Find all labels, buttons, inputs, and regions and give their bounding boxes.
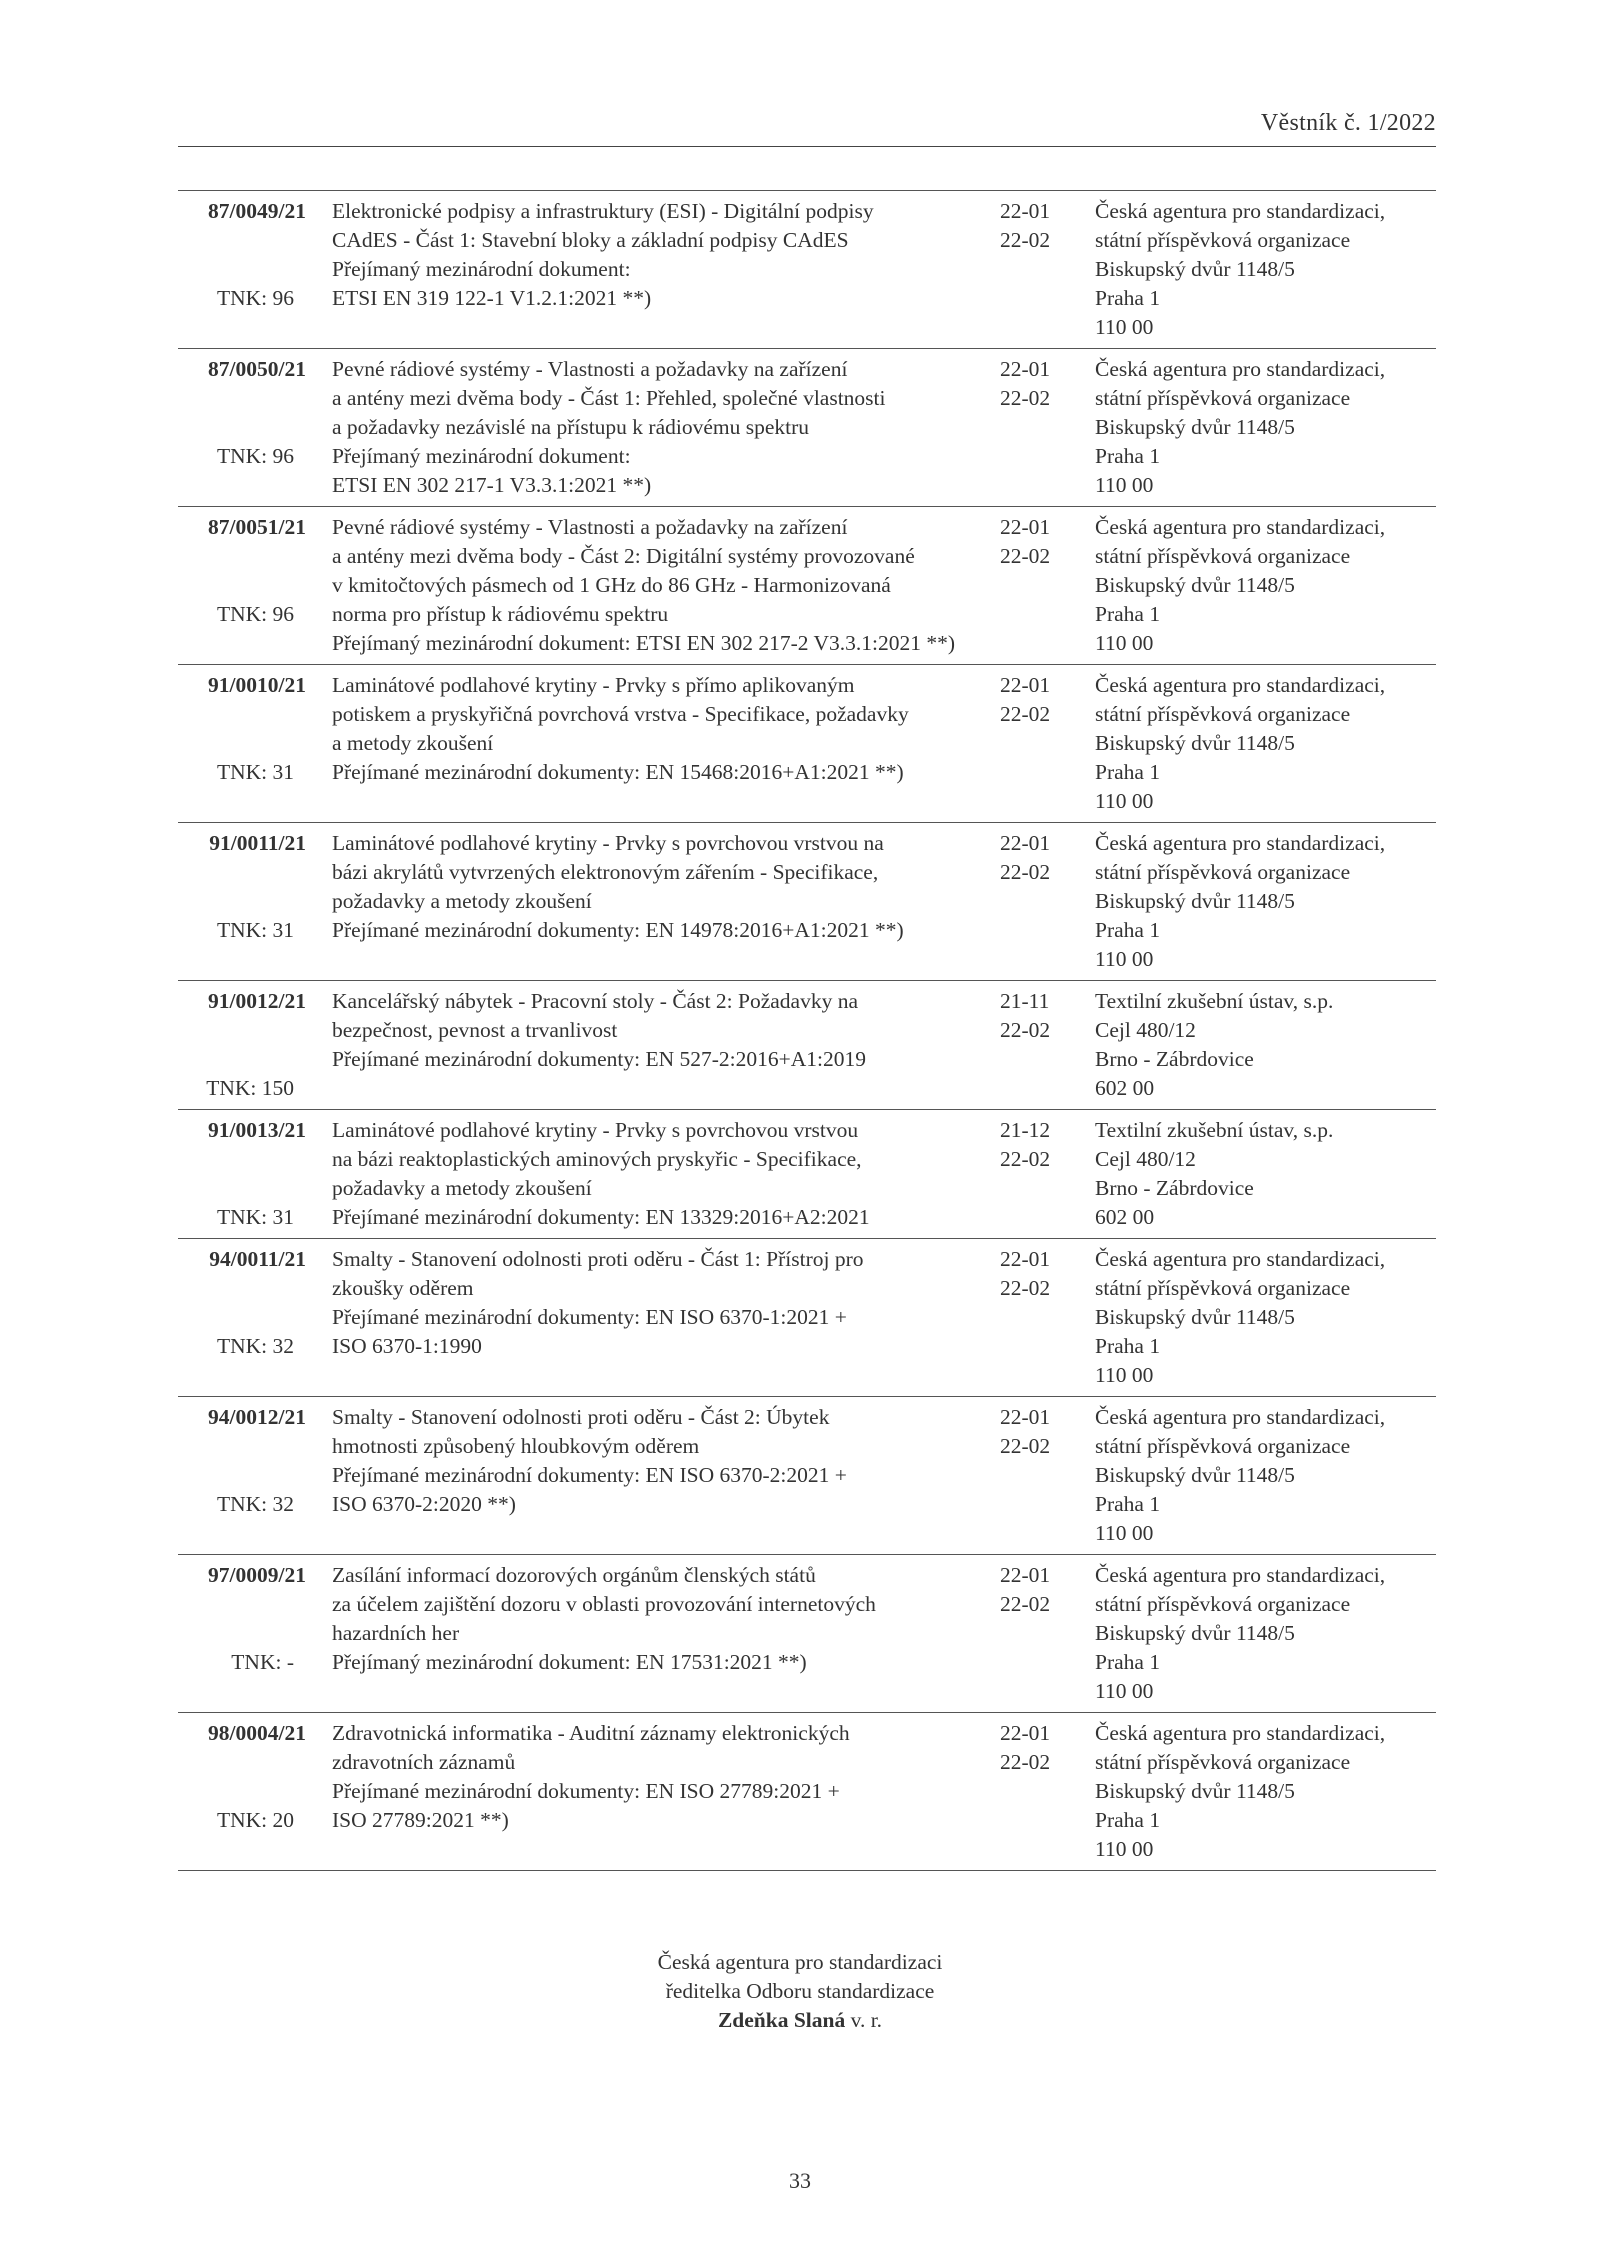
tnk-label: TNK: 96 — [216, 602, 294, 626]
table-row — [178, 191, 1436, 349]
standard-dates — [1000, 1561, 1070, 1619]
standard-dates — [1000, 1403, 1070, 1461]
signature-name: Zdeňka Slaná — [717, 2008, 846, 2032]
organization-line: 110 00 — [1095, 473, 1154, 497]
standard-dates — [1000, 671, 1070, 729]
description-line: v kmitočtových pásmech od 1 GHz do 86 GHz - Harmonizovaná — [332, 573, 891, 597]
organization-line: Praha 1 — [1095, 286, 1161, 310]
date-entry: 22-02 — [1000, 1276, 1051, 1300]
description-line: požadavky a metody zkoušení — [332, 889, 592, 913]
date-entry: 22-02 — [1000, 1018, 1051, 1042]
organization-line: Biskupský dvůr 1148/5 — [1095, 1779, 1295, 1803]
standard-code: 87/0050/21 — [208, 357, 306, 381]
organization-line: Česká agentura pro standardizaci, — [1095, 1721, 1386, 1745]
signature-suffix: v. r. — [845, 2008, 883, 2032]
organization-line: Praha 1 — [1095, 1808, 1161, 1832]
standard-dates — [1000, 355, 1070, 413]
table-row — [178, 823, 1436, 981]
standard-code: 87/0049/21 — [208, 199, 306, 223]
description-line: ISO 6370-2:2020 **) — [332, 1492, 516, 1516]
organization-line: Praha 1 — [1095, 918, 1161, 942]
date-entry: 21-12 — [1000, 1118, 1051, 1142]
date-entry: 22-01 — [1000, 357, 1051, 381]
description-line: Pevné rádiové systémy - Vlastnosti a požadavky na zařízení — [332, 357, 848, 381]
organization-line: Cejl 480/12 — [1095, 1018, 1196, 1042]
table-row — [178, 349, 1436, 507]
description-line: potiskem a pryskyřičná povrchová vrstva - Specifikace, požadavky — [332, 702, 909, 726]
tnk-label: TNK: 96 — [216, 444, 294, 468]
description-line: Zasílání informací dozorových orgánům členských států — [332, 1563, 816, 1587]
description-line: Přejímaný mezinárodní dokument: EN 17531:2021 **) — [332, 1650, 807, 1674]
organization-line: státní příspěvková organizace — [1095, 702, 1351, 726]
organization-line: 110 00 — [1095, 1837, 1154, 1861]
processing-organization — [1095, 355, 1435, 500]
date-entry: 22-01 — [1000, 831, 1051, 855]
description-line: Přejímaný mezinárodní dokument: ETSI EN 302 217-2 V3.3.1:2021 **) — [332, 631, 956, 655]
processing-organization — [1095, 671, 1435, 816]
processing-organization — [1095, 513, 1435, 658]
organization-line: Biskupský dvůr 1148/5 — [1095, 1463, 1295, 1487]
standard-dates — [1000, 513, 1070, 571]
description-line: Laminátové podlahové krytiny - Prvky s přímo aplikovaným — [332, 673, 855, 697]
description-line: Zdravotnická informatika - Auditní záznamy elektronických — [332, 1721, 850, 1745]
description-line: Smalty - Stanovení odolnosti proti oděru - Část 2: Úbytek — [332, 1405, 830, 1429]
description-line: Elektronické podpisy a infrastruktury (ESI) - Digitální podpisy — [332, 199, 874, 223]
processing-organization — [1095, 829, 1435, 974]
standards-table — [178, 190, 1436, 1871]
standard-code: 91/0012/21 — [208, 989, 306, 1013]
date-entry: 22-02 — [1000, 702, 1051, 726]
organization-line: Česká agentura pro standardizaci, — [1095, 673, 1386, 697]
table-row — [178, 981, 1436, 1110]
description-line: norma pro přístup k rádiovému spektru — [332, 602, 669, 626]
standard-dates — [1000, 1719, 1070, 1777]
organization-line: Biskupský dvůr 1148/5 — [1095, 889, 1295, 913]
organization-line: státní příspěvková organizace — [1095, 228, 1351, 252]
description-line: za účelem zajištění dozoru v oblasti provozování internetových — [332, 1592, 876, 1616]
description-line: Laminátové podlahové krytiny - Prvky s povrchovou vrstvou — [332, 1118, 859, 1142]
standard-code: 91/0013/21 — [208, 1118, 306, 1142]
signature-name-line — [0, 2006, 1600, 2035]
date-entry: 22-01 — [1000, 199, 1051, 223]
tnk-label: TNK: 150 — [206, 1076, 294, 1100]
description-line: Přejímané mezinárodní dokumenty: EN ISO 6370-2:2021 + — [332, 1463, 847, 1487]
organization-line: státní příspěvková organizace — [1095, 860, 1351, 884]
tnk-label: TNK: 20 — [216, 1808, 294, 1832]
description-line: a metody zkoušení — [332, 731, 494, 755]
date-entry: 22-02 — [1000, 860, 1051, 884]
organization-line: Česká agentura pro standardizaci, — [1095, 1563, 1386, 1587]
tnk-label: TNK: 32 — [216, 1492, 294, 1516]
signature-block — [0, 1948, 1600, 2035]
description-line: Přejímané mezinárodní dokumenty: EN 15468:2016+A1:2021 **) — [332, 760, 904, 784]
organization-line: státní příspěvková organizace — [1095, 386, 1351, 410]
organization-line: státní příspěvková organizace — [1095, 1434, 1351, 1458]
standard-dates — [1000, 829, 1070, 887]
standard-description — [332, 1403, 992, 1519]
organization-line: 110 00 — [1095, 947, 1154, 971]
date-entry: 22-02 — [1000, 1147, 1051, 1171]
date-entry: 22-01 — [1000, 1405, 1051, 1429]
processing-organization — [1095, 1116, 1435, 1232]
tnk-label: TNK: 31 — [216, 1205, 294, 1229]
description-line: hmotnosti způsobený hloubkovým oděrem — [332, 1434, 700, 1458]
description-line: zkoušky oděrem — [332, 1276, 474, 1300]
organization-line: 110 00 — [1095, 631, 1154, 655]
standard-description — [332, 1116, 992, 1232]
standard-code: 97/0009/21 — [208, 1563, 306, 1587]
date-entry: 22-01 — [1000, 1247, 1051, 1271]
date-entry: 22-01 — [1000, 673, 1051, 697]
page-number: 33 — [789, 2168, 811, 2193]
date-entry: 22-02 — [1000, 1434, 1051, 1458]
organization-line: Praha 1 — [1095, 760, 1161, 784]
organization-line: Česká agentura pro standardizaci, — [1095, 515, 1386, 539]
organization-line: Biskupský dvůr 1148/5 — [1095, 1621, 1295, 1645]
description-line: Přejímané mezinárodní dokumenty: EN 14978:2016+A1:2021 **) — [332, 918, 904, 942]
processing-organization — [1095, 1403, 1435, 1548]
organization-line: Česká agentura pro standardizaci, — [1095, 1405, 1386, 1429]
standard-description — [332, 1245, 992, 1361]
description-line: Smalty - Stanovení odolnosti proti oděru - Část 1: Přístroj pro — [332, 1247, 864, 1271]
table-row — [178, 1713, 1436, 1871]
description-line: ISO 27789:2021 **) — [332, 1808, 509, 1832]
standard-code: 91/0011/21 — [209, 831, 306, 855]
description-line: Pevné rádiové systémy - Vlastnosti a požadavky na zařízení — [332, 515, 848, 539]
date-entry: 22-01 — [1000, 515, 1051, 539]
table-row — [178, 507, 1436, 665]
signature-position: ředitelka Odboru standardizace — [665, 1979, 935, 2003]
description-line: bezpečnost, pevnost a trvanlivost — [332, 1018, 618, 1042]
organization-line: Česká agentura pro standardizaci, — [1095, 199, 1386, 223]
organization-line: státní příspěvková organizace — [1095, 1592, 1351, 1616]
description-line: a antény mezi dvěma body - Část 2: Digitální systémy provozované — [332, 544, 915, 568]
description-line: Přejímané mezinárodní dokumenty: EN ISO 6370-1:2021 + — [332, 1305, 847, 1329]
organization-line: Cejl 480/12 — [1095, 1147, 1196, 1171]
tnk-label: TNK: 32 — [216, 1334, 294, 1358]
description-line: ETSI EN 302 217-1 V3.3.1:2021 **) — [332, 473, 652, 497]
page-header — [178, 110, 1436, 147]
description-line: zdravotních záznamů — [332, 1750, 516, 1774]
date-entry: 22-02 — [1000, 228, 1051, 252]
description-line: Přejímané mezinárodní dokumenty: EN 13329:2016+A2:2021 — [332, 1205, 870, 1229]
standard-code: 94/0012/21 — [208, 1405, 306, 1429]
description-line: požadavky a metody zkoušení — [332, 1176, 592, 1200]
tnk-label: TNK: 31 — [216, 918, 294, 942]
description-line: na bázi reaktoplastických aminových pryskyřic - Specifikace, — [332, 1147, 862, 1171]
standard-code: 87/0051/21 — [208, 515, 306, 539]
date-entry: 22-01 — [1000, 1721, 1051, 1745]
organization-line: Praha 1 — [1095, 1492, 1161, 1516]
organization-line: 602 00 — [1095, 1205, 1155, 1229]
standard-description — [332, 671, 992, 787]
organization-line: 602 00 — [1095, 1076, 1155, 1100]
table-row — [178, 1239, 1436, 1397]
standard-description — [332, 1719, 992, 1835]
bulletin-title: Věstník č. 1/2022 — [1260, 110, 1436, 136]
organization-line: Brno - Zábrdovice — [1095, 1047, 1254, 1071]
organization-line: 110 00 — [1095, 315, 1154, 339]
standard-description — [332, 987, 992, 1074]
standard-dates — [1000, 1245, 1070, 1303]
description-line: Kancelářský nábytek - Pracovní stoly - Část 2: Požadavky na — [332, 989, 859, 1013]
standard-code: 98/0004/21 — [208, 1721, 306, 1745]
organization-line: státní příspěvková organizace — [1095, 1750, 1351, 1774]
organization-line: 110 00 — [1095, 1679, 1154, 1703]
organization-line: 110 00 — [1095, 789, 1154, 813]
description-line: CAdES - Část 1: Stavební bloky a základní podpisy CAdES — [332, 228, 849, 252]
date-entry: 22-02 — [1000, 1750, 1051, 1774]
standard-description — [332, 197, 992, 313]
standard-dates — [1000, 197, 1070, 255]
organization-line: Biskupský dvůr 1148/5 — [1095, 257, 1295, 281]
standard-description — [332, 513, 992, 658]
organization-line: Biskupský dvůr 1148/5 — [1095, 1305, 1295, 1329]
processing-organization — [1095, 1245, 1435, 1390]
organization-line: Česká agentura pro standardizaci, — [1095, 1247, 1386, 1271]
standard-description — [332, 1561, 992, 1677]
standard-description — [332, 355, 992, 500]
date-entry: 22-01 — [1000, 1563, 1051, 1587]
tnk-label: TNK: 96 — [216, 286, 294, 310]
description-line: a požadavky nezávislé na přístupu k rádiovému spektru — [332, 415, 810, 439]
date-entry: 21-11 — [1000, 989, 1050, 1013]
processing-organization — [1095, 987, 1435, 1103]
description-line: Laminátové podlahové krytiny - Prvky s povrchovou vrstvou na — [332, 831, 884, 855]
organization-line: Textilní zkušební ústav, s.p. — [1095, 1118, 1334, 1142]
table-row — [178, 1110, 1436, 1239]
standard-description — [332, 829, 992, 945]
table-row — [178, 1397, 1436, 1555]
signature-organization: Česká agentura pro standardizaci — [657, 1950, 943, 1974]
organization-line: Brno - Zábrdovice — [1095, 1176, 1254, 1200]
organization-line: Praha 1 — [1095, 444, 1161, 468]
description-line: bázi akrylátů vytvrzených elektronovým zářením - Specifikace, — [332, 860, 879, 884]
standard-code: 94/0011/21 — [209, 1247, 306, 1271]
description-line: Přejímané mezinárodní dokumenty: EN ISO 27789:2021 + — [332, 1779, 840, 1803]
organization-line: Praha 1 — [1095, 1650, 1161, 1674]
organization-line: Biskupský dvůr 1148/5 — [1095, 731, 1295, 755]
tnk-label: TNK: 31 — [216, 760, 294, 784]
standard-code: 91/0010/21 — [208, 673, 306, 697]
organization-line: 110 00 — [1095, 1363, 1154, 1387]
processing-organization — [1095, 1719, 1435, 1864]
description-line: ETSI EN 319 122-1 V1.2.1:2021 **) — [332, 286, 652, 310]
organization-line: Praha 1 — [1095, 1334, 1161, 1358]
organization-line: státní příspěvková organizace — [1095, 544, 1351, 568]
description-line: ISO 6370-1:1990 — [332, 1334, 482, 1358]
description-line: Přejímaný mezinárodní dokument: — [332, 444, 631, 468]
description-line: Přejímaný mezinárodní dokument: — [332, 257, 631, 281]
organization-line: Česká agentura pro standardizaci, — [1095, 357, 1386, 381]
organization-line: Česká agentura pro standardizaci, — [1095, 831, 1386, 855]
standard-dates — [1000, 1116, 1070, 1174]
organization-line: Biskupský dvůr 1148/5 — [1095, 573, 1295, 597]
description-line: hazardních her — [332, 1621, 460, 1645]
processing-organization — [1095, 197, 1435, 342]
processing-organization — [1095, 1561, 1435, 1706]
date-entry: 22-02 — [1000, 544, 1051, 568]
table-row — [178, 1555, 1436, 1713]
standard-dates — [1000, 987, 1070, 1045]
organization-line: státní příspěvková organizace — [1095, 1276, 1351, 1300]
description-line: Přejímané mezinárodní dokumenty: EN 527-2:2016+A1:2019 — [332, 1047, 867, 1071]
organization-line: 110 00 — [1095, 1521, 1154, 1545]
organization-line: Praha 1 — [1095, 602, 1161, 626]
date-entry: 22-02 — [1000, 386, 1051, 410]
table-row — [178, 665, 1436, 823]
description-line: a antény mezi dvěma body - Část 1: Přehled, společné vlastnosti — [332, 386, 886, 410]
tnk-label: TNK: - — [231, 1650, 294, 1674]
date-entry: 22-02 — [1000, 1592, 1051, 1616]
organization-line: Biskupský dvůr 1148/5 — [1095, 415, 1295, 439]
organization-line: Textilní zkušební ústav, s.p. — [1095, 989, 1334, 1013]
